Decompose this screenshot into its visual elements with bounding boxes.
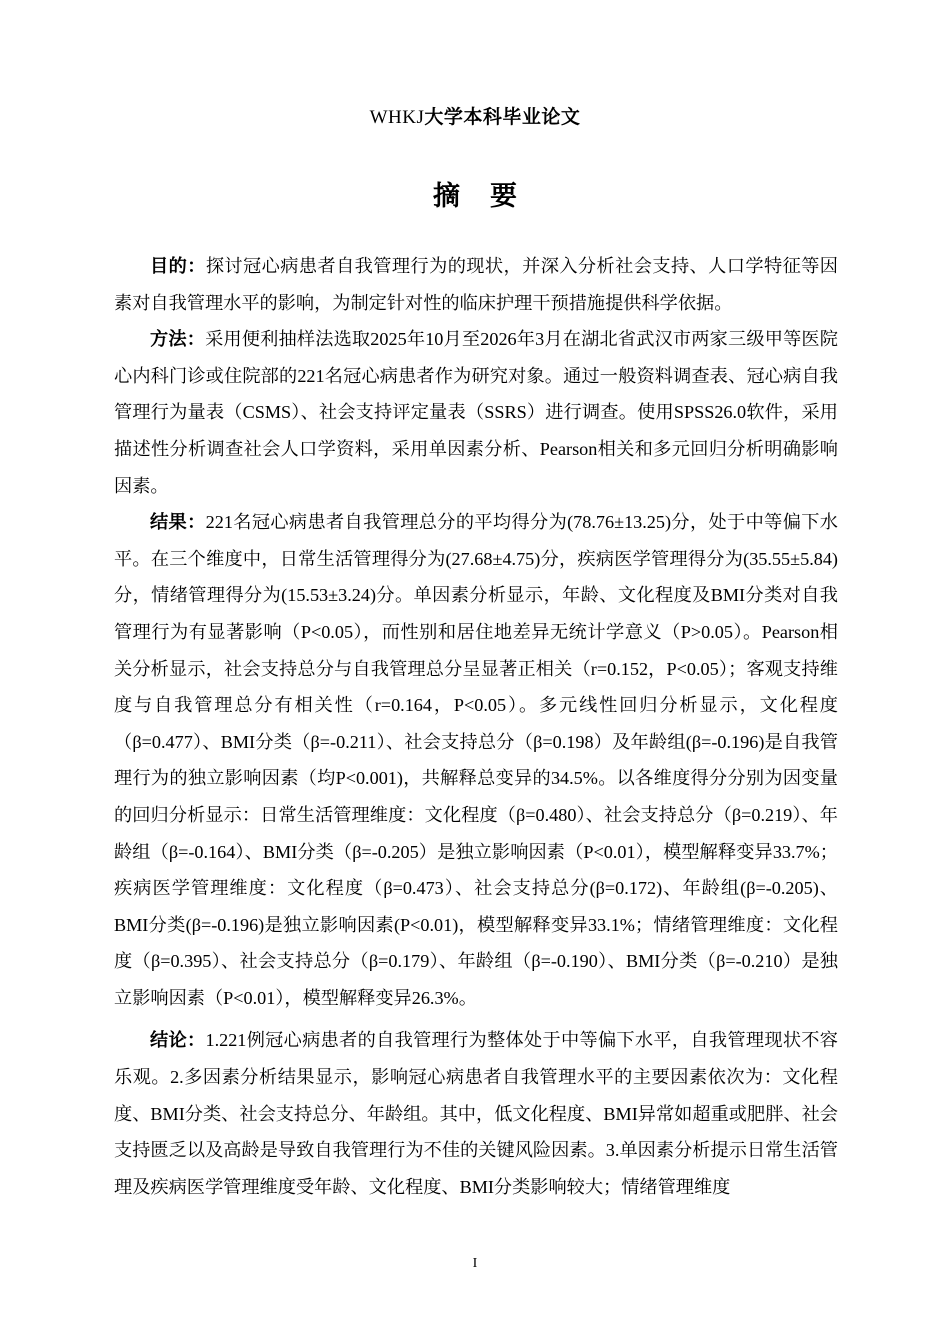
running-header — [0, 102, 950, 129]
purpose-text: 探讨冠心病患者自我管理行为的现状，并深入分析社会支持、人口学特征等因素对自我管理水平的影响，为制定针对性的临床护理干预措施提供科学依据。 — [114, 256, 838, 313]
purpose-label: 目的： — [150, 256, 206, 276]
header-prefix: WHKJ — [369, 107, 425, 128]
methods-text: 采用便利抽样法选取2025年10月至2026年3月在湖北省武汉市两家三级甲等医院心内科门诊或住院部的221名冠心病患者作为研究对象。通过一般资料调查表、冠心病自我管理行为量表（CSMS）、社会支持评定量表（SSRS）进行调查。使用SPSS26.0软件，采用描述性分析调查社会人口学资料，采用单因素分析、Pearson相关和多元回归分析明确影响因素。 — [114, 329, 838, 496]
paragraph-methods — [114, 321, 838, 504]
page-number: I — [472, 1256, 478, 1271]
paragraph-purpose — [114, 248, 838, 321]
conclusion-text: 1.221例冠心病患者的自我管理行为整体处于中等偏下水平，自我管理现状不容乐观。2.多因素分析结果显示，影响冠心病患者自我管理水平的主要因素依次为：文化程度、BMI分类、社会支持总分、年龄组。其中，低文化程度、BMI异常如超重或肥胖、社会支持匮乏以及高龄是导致自我管理行为不佳的关键风险因素。3.单因素分析提示日常生活管理及疾病医学管理维度受年龄、文化程度、BMI分类影响较大；情绪管理维度 — [114, 1030, 838, 1197]
results-text: 221名冠心病患者自我管理总分的平均得分为(78.76±13.25)分，处于中等偏下水平。在三个维度中，日常生活管理得分为(27.68±4.75)分，疾病医学管理得分为(35.55±5.84)分，情绪管理得分为(15.53±3.24)分。单因素分析显示，年龄、文化程度及BMI分类对自我管理行为有显著影响（P<0.05），而性别和居住地差异无统计学意义（P>0.05）。Pearson相关分析显示，社会支持总分与自我管理总分呈显著正相关（r=0.152，P<0.05）；客观支持维度与自我管理总分有相关性（r=0.164，P<0.05）。多元线性回归分析显示，文化程度（β=0.477）、BMI分类（β=-0.211）、社会支持总分（β=0.198）及年龄组(β=-0.196)是自我管理行为的独立影响因素（均P<0.001)，共解释总变异的34.5%。以各维度得分分别为因变量的回归分析显示：日常生活管理维度：文化程度（β=0.480）、社会支持总分（β=0.219）、年龄组（β=-0.164）、BMI分类（β=-0.205）是独立影响因素（P<0.01），模型解释变异33.7%；疾病医学管理维度：文化程度（β=0.473）、社会支持总分(β=0.172)、年龄组(β=-0.205)、BMI分类(β=-0.196)是独立影响因素(P<0.01)，模型解释变异33.1%；情绪管理维度：文化程度（β=0.395）、社会支持总分（β=0.179）、年龄组（β=-0.190）、BMI分类（β=-0.210）是独立影响因素（P<0.01），模型解释变异26.3%。 — [114, 512, 838, 1008]
conclusion-label: 结论： — [150, 1030, 206, 1051]
page-title: 摘要 — [433, 181, 547, 211]
header-title: 大学本科毕业论文 — [424, 107, 581, 128]
abstract-body — [114, 248, 838, 1205]
paragraph-conclusion — [114, 1022, 838, 1205]
paragraph-results — [114, 504, 838, 1016]
results-label: 结果： — [150, 512, 206, 533]
methods-label: 方法： — [150, 329, 206, 350]
